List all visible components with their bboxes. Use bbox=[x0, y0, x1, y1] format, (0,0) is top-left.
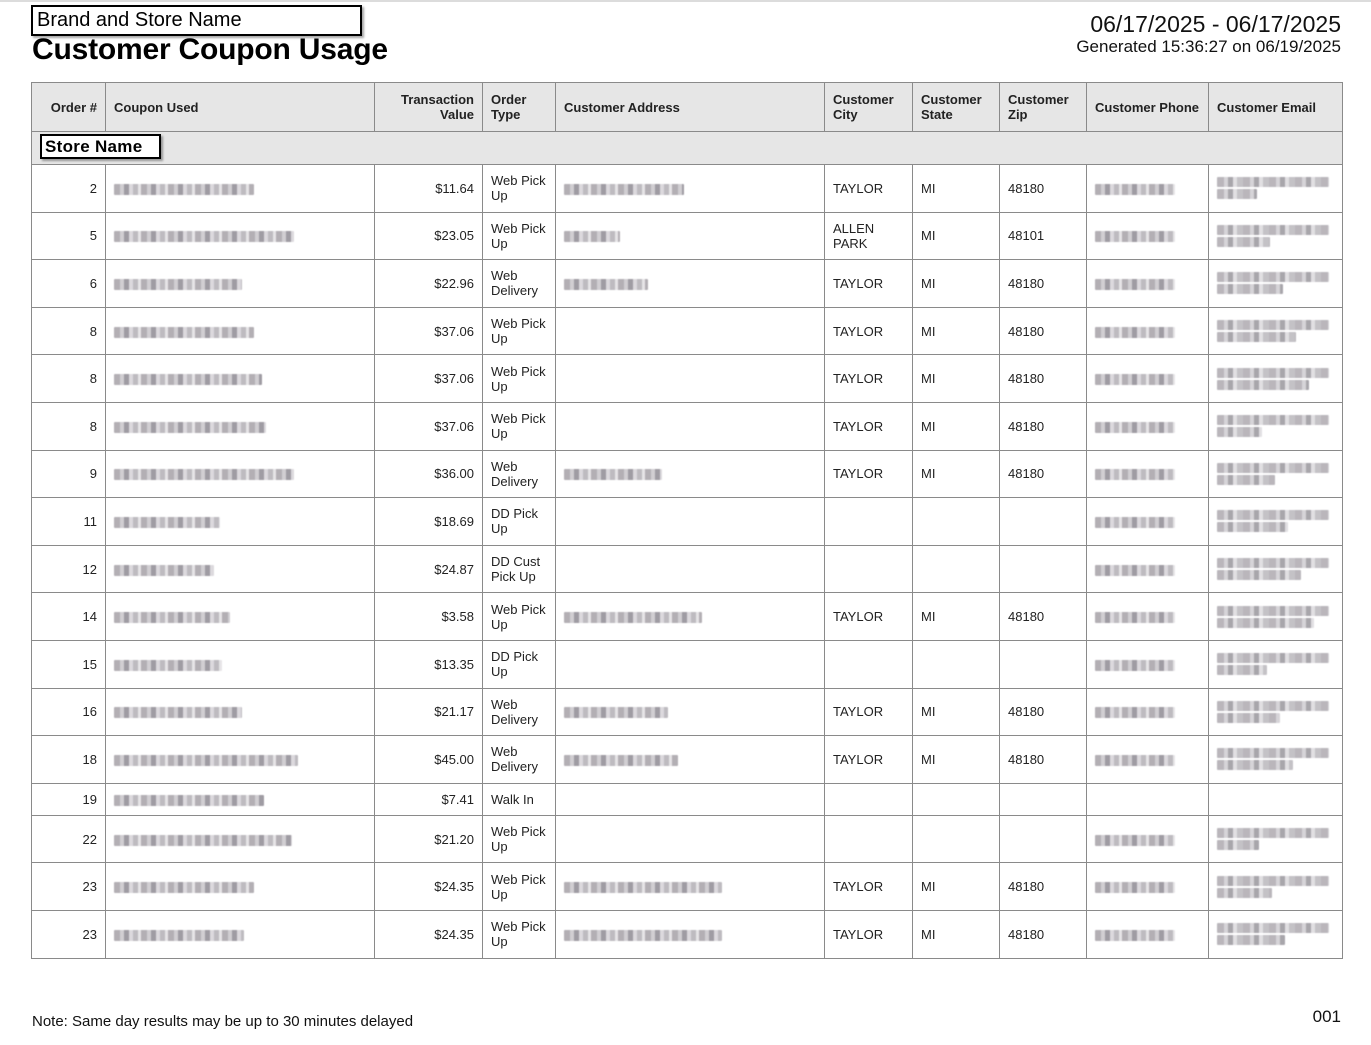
cell-city bbox=[825, 815, 913, 863]
redacted-text bbox=[114, 422, 266, 433]
cell-coupon bbox=[106, 863, 375, 911]
redacted-text bbox=[1217, 189, 1257, 199]
cell-value: $7.41 bbox=[375, 783, 483, 815]
redacted-text bbox=[564, 469, 662, 480]
cell-type: Web Pick Up bbox=[483, 815, 556, 863]
cell-city bbox=[825, 498, 913, 546]
cell-coupon bbox=[106, 260, 375, 308]
cell-order: 22 bbox=[32, 815, 106, 863]
cell-zip: 48180 bbox=[1000, 593, 1087, 641]
redacted-text bbox=[1217, 320, 1329, 330]
redacted-text bbox=[1217, 237, 1270, 247]
redacted-text bbox=[114, 660, 222, 671]
cell-email bbox=[1209, 545, 1343, 593]
redacted-text bbox=[1217, 701, 1329, 711]
cell-coupon bbox=[106, 783, 375, 815]
cell-coupon bbox=[106, 307, 375, 355]
cell-email bbox=[1209, 402, 1343, 450]
cell-coupon bbox=[106, 640, 375, 688]
cell-address bbox=[556, 307, 825, 355]
redacted-text bbox=[1095, 565, 1175, 576]
table-row bbox=[32, 450, 1343, 498]
cell-type: Web Pick Up bbox=[483, 212, 556, 260]
table-row bbox=[32, 640, 1343, 688]
cell-email bbox=[1209, 307, 1343, 355]
table-row bbox=[32, 863, 1343, 911]
redacted-text bbox=[114, 327, 254, 338]
cell-zip bbox=[1000, 545, 1087, 593]
cell-zip: 48180 bbox=[1000, 355, 1087, 403]
cell-coupon bbox=[106, 688, 375, 736]
cell-order: 16 bbox=[32, 688, 106, 736]
cell-phone bbox=[1087, 355, 1209, 403]
cell-email bbox=[1209, 688, 1343, 736]
cell-order: 18 bbox=[32, 736, 106, 784]
cell-address bbox=[556, 736, 825, 784]
redacted-text bbox=[114, 279, 242, 290]
cell-coupon bbox=[106, 736, 375, 784]
column-header-city: Customer City bbox=[825, 83, 913, 132]
redacted-text bbox=[564, 612, 702, 623]
cell-phone bbox=[1087, 863, 1209, 911]
cell-phone bbox=[1087, 545, 1209, 593]
cell-state: MI bbox=[913, 165, 1000, 213]
cell-coupon bbox=[106, 815, 375, 863]
date-range: 06/17/2025 - 06/17/2025 bbox=[1090, 11, 1341, 37]
cell-state: MI bbox=[913, 736, 1000, 784]
redacted-text bbox=[1217, 888, 1272, 898]
redacted-text bbox=[114, 707, 242, 718]
cell-city bbox=[825, 545, 913, 593]
table-row bbox=[32, 307, 1343, 355]
cell-address bbox=[556, 688, 825, 736]
cell-order: 19 bbox=[32, 783, 106, 815]
redacted-text bbox=[1217, 284, 1283, 294]
redacted-text bbox=[114, 795, 264, 806]
table-row bbox=[32, 355, 1343, 403]
redacted-text bbox=[114, 930, 244, 941]
cell-city: TAYLOR bbox=[825, 260, 913, 308]
cell-state: MI bbox=[913, 260, 1000, 308]
redacted-text bbox=[1217, 380, 1309, 390]
redacted-text bbox=[1095, 660, 1175, 671]
redacted-text bbox=[1095, 422, 1175, 433]
page-number: 001 bbox=[1312, 1007, 1341, 1026]
cell-order: 9 bbox=[32, 450, 106, 498]
table-row bbox=[32, 593, 1343, 641]
cell-type: Web Delivery bbox=[483, 260, 556, 308]
cell-phone bbox=[1087, 212, 1209, 260]
store-name-label: Store Name bbox=[40, 134, 161, 159]
redacted-text bbox=[1217, 828, 1329, 838]
redacted-text bbox=[1217, 935, 1285, 945]
cell-phone bbox=[1087, 736, 1209, 784]
cell-city: TAYLOR bbox=[825, 593, 913, 641]
redacted-text bbox=[1095, 707, 1175, 718]
cell-zip: 48180 bbox=[1000, 402, 1087, 450]
redacted-text bbox=[1095, 517, 1175, 528]
cell-phone bbox=[1087, 640, 1209, 688]
table-row bbox=[32, 815, 1343, 863]
cell-order: 12 bbox=[32, 545, 106, 593]
cell-type: Web Delivery bbox=[483, 688, 556, 736]
cell-address bbox=[556, 545, 825, 593]
cell-value: $21.20 bbox=[375, 815, 483, 863]
table-row bbox=[32, 688, 1343, 736]
table-row bbox=[32, 212, 1343, 260]
redacted-text bbox=[114, 882, 254, 893]
cell-state: MI bbox=[913, 593, 1000, 641]
cell-email bbox=[1209, 593, 1343, 641]
redacted-text bbox=[114, 374, 262, 385]
redacted-text bbox=[1217, 415, 1329, 425]
redacted-text bbox=[564, 184, 684, 195]
column-header-phone: Customer Phone bbox=[1087, 83, 1209, 132]
column-header-coupon: Coupon Used bbox=[106, 83, 375, 132]
cell-email bbox=[1209, 355, 1343, 403]
cell-phone bbox=[1087, 498, 1209, 546]
cell-order: 2 bbox=[32, 165, 106, 213]
redacted-text bbox=[114, 835, 292, 846]
cell-coupon bbox=[106, 593, 375, 641]
cell-value: $24.35 bbox=[375, 910, 483, 958]
redacted-text bbox=[1217, 748, 1329, 758]
redacted-text bbox=[1095, 882, 1175, 893]
cell-address bbox=[556, 498, 825, 546]
cell-type: Web Pick Up bbox=[483, 593, 556, 641]
redacted-text bbox=[1217, 923, 1329, 933]
redacted-text bbox=[114, 231, 294, 242]
cell-state: MI bbox=[913, 910, 1000, 958]
column-header-order: Order # bbox=[32, 83, 106, 132]
cell-city: TAYLOR bbox=[825, 450, 913, 498]
redacted-text bbox=[1095, 755, 1175, 766]
redacted-text bbox=[1217, 510, 1329, 520]
cell-order: 8 bbox=[32, 402, 106, 450]
cell-order: 23 bbox=[32, 863, 106, 911]
cell-city: TAYLOR bbox=[825, 736, 913, 784]
cell-city: TAYLOR bbox=[825, 688, 913, 736]
column-header-transaction-value: Transaction Value bbox=[375, 83, 483, 132]
redacted-text bbox=[114, 755, 298, 766]
cell-state: MI bbox=[913, 355, 1000, 403]
cell-email bbox=[1209, 165, 1343, 213]
redacted-text bbox=[1217, 177, 1329, 187]
cell-address bbox=[556, 402, 825, 450]
report-title: Customer Coupon Usage bbox=[32, 33, 388, 66]
cell-city: TAYLOR bbox=[825, 863, 913, 911]
store-group-row bbox=[32, 132, 1343, 165]
cell-coupon bbox=[106, 355, 375, 403]
cell-coupon bbox=[106, 498, 375, 546]
redacted-text bbox=[114, 565, 214, 576]
cell-zip: 48180 bbox=[1000, 736, 1087, 784]
cell-address bbox=[556, 165, 825, 213]
cell-state bbox=[913, 640, 1000, 688]
cell-type: Web Delivery bbox=[483, 736, 556, 784]
cell-value: $13.35 bbox=[375, 640, 483, 688]
cell-email bbox=[1209, 450, 1343, 498]
table-row bbox=[32, 910, 1343, 958]
redacted-text bbox=[114, 469, 294, 480]
cell-email bbox=[1209, 736, 1343, 784]
redacted-text bbox=[1095, 930, 1175, 941]
cell-address bbox=[556, 450, 825, 498]
cell-state bbox=[913, 815, 1000, 863]
cell-value: $3.58 bbox=[375, 593, 483, 641]
redacted-text bbox=[1217, 713, 1280, 723]
table-row bbox=[32, 402, 1343, 450]
cell-zip: 48180 bbox=[1000, 863, 1087, 911]
cell-coupon bbox=[106, 165, 375, 213]
generated-timestamp: Generated 15:36:27 on 06/19/2025 bbox=[1076, 37, 1341, 56]
cell-zip bbox=[1000, 498, 1087, 546]
column-header-email: Customer Email bbox=[1209, 83, 1343, 132]
cell-state bbox=[913, 498, 1000, 546]
redacted-text bbox=[1095, 279, 1175, 290]
cell-address bbox=[556, 640, 825, 688]
redacted-text bbox=[1217, 760, 1293, 770]
cell-city: TAYLOR bbox=[825, 307, 913, 355]
redacted-text bbox=[114, 184, 254, 195]
cell-email bbox=[1209, 212, 1343, 260]
redacted-text bbox=[1217, 427, 1262, 437]
redacted-text bbox=[1095, 469, 1175, 480]
cell-city bbox=[825, 783, 913, 815]
cell-email bbox=[1209, 260, 1343, 308]
cell-zip bbox=[1000, 640, 1087, 688]
cell-phone bbox=[1087, 815, 1209, 863]
cell-order: 6 bbox=[32, 260, 106, 308]
table-row bbox=[32, 783, 1343, 815]
cell-zip: 48180 bbox=[1000, 450, 1087, 498]
cell-phone bbox=[1087, 402, 1209, 450]
redacted-text bbox=[564, 231, 620, 242]
redacted-text bbox=[1095, 231, 1175, 242]
cell-type: Walk In bbox=[483, 783, 556, 815]
redacted-text bbox=[1217, 653, 1329, 663]
cell-address bbox=[556, 355, 825, 403]
cell-value: $22.96 bbox=[375, 260, 483, 308]
cell-state: MI bbox=[913, 863, 1000, 911]
redacted-text bbox=[1095, 374, 1175, 385]
cell-city: TAYLOR bbox=[825, 165, 913, 213]
cell-zip: 48180 bbox=[1000, 307, 1087, 355]
redacted-text bbox=[1217, 272, 1329, 282]
redacted-text bbox=[1217, 225, 1329, 235]
cell-value: $36.00 bbox=[375, 450, 483, 498]
cell-value: $11.64 bbox=[375, 165, 483, 213]
cell-coupon bbox=[106, 212, 375, 260]
cell-value: $37.06 bbox=[375, 355, 483, 403]
cell-email bbox=[1209, 783, 1343, 815]
cell-zip bbox=[1000, 783, 1087, 815]
redacted-text bbox=[1217, 876, 1329, 886]
cell-type: Web Pick Up bbox=[483, 165, 556, 213]
cell-email bbox=[1209, 910, 1343, 958]
cell-zip: 48180 bbox=[1000, 260, 1087, 308]
cell-phone bbox=[1087, 783, 1209, 815]
brand-store-name-label: Brand and Store Name bbox=[31, 5, 362, 36]
cell-value: $37.06 bbox=[375, 402, 483, 450]
redacted-text bbox=[564, 882, 722, 893]
cell-value: $24.35 bbox=[375, 863, 483, 911]
cell-type: DD Pick Up bbox=[483, 498, 556, 546]
cell-type: Web Pick Up bbox=[483, 307, 556, 355]
cell-email bbox=[1209, 640, 1343, 688]
cell-type: Web Pick Up bbox=[483, 402, 556, 450]
cell-value: $45.00 bbox=[375, 736, 483, 784]
cell-phone bbox=[1087, 910, 1209, 958]
cell-state: MI bbox=[913, 450, 1000, 498]
cell-coupon bbox=[106, 910, 375, 958]
table-row bbox=[32, 545, 1343, 593]
cell-zip bbox=[1000, 815, 1087, 863]
cell-type: DD Cust Pick Up bbox=[483, 545, 556, 593]
redacted-text bbox=[1095, 835, 1175, 846]
cell-address bbox=[556, 212, 825, 260]
cell-city bbox=[825, 640, 913, 688]
cell-phone bbox=[1087, 450, 1209, 498]
redacted-text bbox=[1095, 184, 1175, 195]
coupon-usage-table bbox=[31, 82, 1343, 959]
redacted-text bbox=[1217, 570, 1301, 580]
cell-phone bbox=[1087, 165, 1209, 213]
redacted-text bbox=[1217, 558, 1329, 568]
cell-type: Web Pick Up bbox=[483, 910, 556, 958]
cell-state: MI bbox=[913, 307, 1000, 355]
cell-state bbox=[913, 783, 1000, 815]
redacted-text bbox=[1095, 612, 1175, 623]
cell-type: DD Pick Up bbox=[483, 640, 556, 688]
redacted-text bbox=[114, 612, 230, 623]
cell-phone bbox=[1087, 307, 1209, 355]
cell-order: 15 bbox=[32, 640, 106, 688]
redacted-text bbox=[564, 755, 678, 766]
cell-city: TAYLOR bbox=[825, 910, 913, 958]
cell-address bbox=[556, 910, 825, 958]
redacted-text bbox=[1095, 327, 1175, 338]
cell-order: 11 bbox=[32, 498, 106, 546]
cell-type: Web Pick Up bbox=[483, 863, 556, 911]
redacted-text bbox=[1217, 665, 1267, 675]
cell-phone bbox=[1087, 593, 1209, 641]
cell-order: 8 bbox=[32, 355, 106, 403]
cell-city: TAYLOR bbox=[825, 402, 913, 450]
redacted-text bbox=[564, 930, 722, 941]
column-header-order-type: Order Type bbox=[483, 83, 556, 132]
cell-zip: 48180 bbox=[1000, 165, 1087, 213]
cell-zip: 48180 bbox=[1000, 910, 1087, 958]
cell-email bbox=[1209, 863, 1343, 911]
redacted-text bbox=[1217, 606, 1329, 616]
cell-value: $18.69 bbox=[375, 498, 483, 546]
cell-address bbox=[556, 863, 825, 911]
table-row bbox=[32, 165, 1343, 213]
cell-order: 14 bbox=[32, 593, 106, 641]
cell-state bbox=[913, 545, 1000, 593]
footer-note: Note: Same day results may be up to 30 minutes delayed bbox=[32, 1013, 414, 1030]
table-row bbox=[32, 736, 1343, 784]
cell-state: MI bbox=[913, 402, 1000, 450]
cell-coupon bbox=[106, 450, 375, 498]
cell-value: $21.17 bbox=[375, 688, 483, 736]
top-divider bbox=[0, 0, 1371, 2]
redacted-text bbox=[1217, 522, 1288, 532]
cell-state: MI bbox=[913, 212, 1000, 260]
cell-email bbox=[1209, 815, 1343, 863]
cell-address bbox=[556, 593, 825, 641]
column-header-state: Customer State bbox=[913, 83, 1000, 132]
redacted-text bbox=[1217, 618, 1314, 628]
cell-city: ALLEN PARK bbox=[825, 212, 913, 260]
cell-zip: 48101 bbox=[1000, 212, 1087, 260]
cell-phone bbox=[1087, 260, 1209, 308]
cell-email bbox=[1209, 498, 1343, 546]
cell-order: 23 bbox=[32, 910, 106, 958]
cell-type: Web Pick Up bbox=[483, 355, 556, 403]
cell-value: $37.06 bbox=[375, 307, 483, 355]
redacted-text bbox=[564, 707, 668, 718]
cell-address bbox=[556, 815, 825, 863]
cell-zip: 48180 bbox=[1000, 688, 1087, 736]
redacted-text bbox=[114, 517, 220, 528]
cell-address bbox=[556, 260, 825, 308]
redacted-text bbox=[564, 279, 648, 290]
redacted-text bbox=[1217, 332, 1296, 342]
cell-value: $23.05 bbox=[375, 212, 483, 260]
table-row bbox=[32, 260, 1343, 308]
cell-type: Web Delivery bbox=[483, 450, 556, 498]
redacted-text bbox=[1217, 368, 1329, 378]
redacted-text bbox=[1217, 840, 1259, 850]
cell-address bbox=[556, 783, 825, 815]
redacted-text bbox=[1217, 463, 1329, 473]
column-header-address: Customer Address bbox=[556, 83, 825, 132]
table-header-row bbox=[32, 83, 1343, 132]
cell-order: 5 bbox=[32, 212, 106, 260]
cell-city: TAYLOR bbox=[825, 355, 913, 403]
cell-coupon bbox=[106, 545, 375, 593]
cell-order: 8 bbox=[32, 307, 106, 355]
table-row bbox=[32, 498, 1343, 546]
cell-state: MI bbox=[913, 688, 1000, 736]
redacted-text bbox=[1217, 475, 1275, 485]
cell-coupon bbox=[106, 402, 375, 450]
column-header-zip: Customer Zip bbox=[1000, 83, 1087, 132]
cell-phone bbox=[1087, 688, 1209, 736]
cell-value: $24.87 bbox=[375, 545, 483, 593]
